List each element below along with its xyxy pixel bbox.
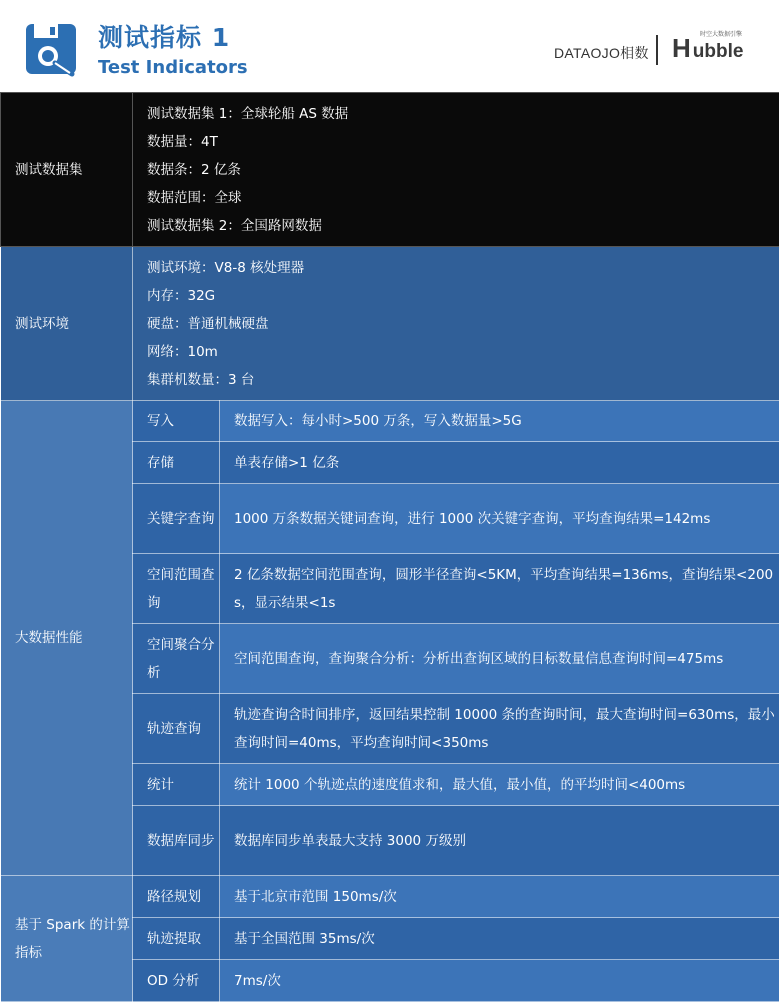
metric-value: 空间范围查询，查询聚合分析：分析出查询区域的目标数量信息查询时间=475ms: [220, 624, 779, 694]
environment-details: [133, 247, 779, 401]
page-title: 测试指标 1: [98, 18, 230, 54]
dataset-details: [133, 93, 779, 247]
metric-name: 轨迹提取: [133, 918, 220, 960]
metric-name: 数据库同步: [133, 806, 220, 876]
page-subtitle: Test Indicators: [98, 57, 248, 78]
environment-label: 测试环境: [1, 247, 133, 401]
metric-name: 存储: [133, 442, 220, 484]
spark-label: 基于 Spark 的计算指标: [1, 876, 133, 1002]
dataojo-logo: DATAOJO相数: [554, 43, 649, 63]
table-row: [1, 876, 779, 918]
metric-value: 数据库同步单表最大支持 3000 万级别: [220, 806, 779, 876]
environment-line: 集群机数量：3 台: [147, 366, 779, 394]
environment-line: 内存：32G: [147, 282, 779, 310]
logo-divider: [656, 35, 658, 65]
indicators-table: [0, 92, 779, 1002]
table-row: [1, 401, 779, 442]
metric-value: 轨迹查询含时间排序，返回结果控制 10000 条的查询时间，最大查询时间=630ms，最小查询时间=40ms，平均查询时间<350ms: [220, 694, 779, 764]
metric-value: 单表存储>1 亿条: [220, 442, 779, 484]
metric-name: OD 分析: [133, 960, 220, 1002]
metric-name: 轨迹查询: [133, 694, 220, 764]
metric-value: 数据写入：每小时>500 万条，写入数据量>5G: [220, 401, 779, 442]
hubble-logo-tagline: 时空大数据引擎: [700, 29, 742, 38]
metric-name: 路径规划: [133, 876, 220, 918]
page-header: [0, 0, 779, 92]
environment-line: 硬盘：普通机械硬盘: [147, 310, 779, 338]
dataset-line: 测试数据集 1：全球轮船 AS 数据: [147, 100, 779, 128]
dataset-label: 测试数据集: [1, 93, 133, 247]
metric-value: 基于北京市范围 150ms/次: [220, 876, 779, 918]
environment-line: 网络：10m: [147, 338, 779, 366]
metric-value: 基于全国范围 35ms/次: [220, 918, 779, 960]
metric-name: 空间聚合分析: [133, 624, 220, 694]
hubble-logo: H ubble: [672, 33, 743, 64]
dataset-line: 测试数据集 2：全国路网数据: [147, 212, 779, 240]
metric-name: 统计: [133, 764, 220, 806]
metric-value: 7ms/次: [220, 960, 779, 1002]
dataset-line: 数据量：4T: [147, 128, 779, 156]
dataset-line: 数据条：2 亿条: [147, 156, 779, 184]
metric-name: 空间范围查询: [133, 554, 220, 624]
metric-name: 关键字查询: [133, 484, 220, 554]
dataset-row: [1, 93, 779, 247]
environment-line: 测试环境：V8-8 核处理器: [147, 254, 779, 282]
dataset-line: 数据范围：全球: [147, 184, 779, 212]
metric-value: 2 亿条数据空间范围查询，圆形半径查询<5KM，平均查询结果=136ms，查询结果<200s，显示结果<1s: [220, 554, 779, 624]
save-search-icon: [22, 18, 82, 78]
environment-row: [1, 247, 779, 401]
metric-name: 写入: [133, 401, 220, 442]
bigdata-label: 大数据性能: [1, 401, 133, 876]
metric-value: 1000 万条数据关键词查询，进行 1000 次关键字查询，平均查询结果=142ms: [220, 484, 779, 554]
metric-value: 统计 1000 个轨迹点的速度值求和，最大值，最小值，的平均时间<400ms: [220, 764, 779, 806]
